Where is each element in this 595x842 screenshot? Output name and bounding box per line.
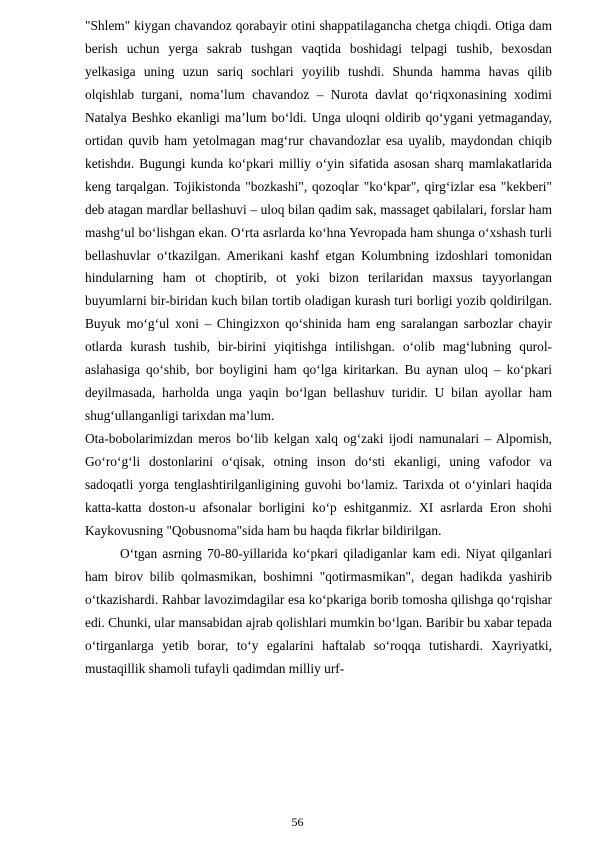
- page-body: [85, 15, 552, 681]
- paragraph-3: O‘tgan asrning 70-80-yillarida ko‘pkari qiladiganlar kam edi. Niyat qilganlari ham birov bilib qolmasmikan, boshimni "qotirmasmikan", degan hadikda yashirib o‘tkazishardi. Rahbar lavozimdagilar esa ko‘pkariga borib tomosha qilishga qo‘rqishar edi. Chunki, ular mansabidan ajrab qolishlari mumkin bo‘lgan. Baribir bu xabar tepada o‘tirganlarga yetib borar, to‘y egalarini haftalab so‘roqqa tutishardi. Xayriyatki, mustaqillik shamoli tufayli qadimdan milliy urf-: [85, 545, 552, 676]
- paragraph-1: "Shlem" kiygan chavandoz qorabayir otini shappatilagancha chetga chiqdi. Otiga dam berish uchun yerga sakrab tushgan vaqtida boshidagi telpagi tushib, bexosdan yelkasiga uning uzun sariq sochlari yoyilib tushdi. Shunda hamma havas qilib olqishlab turgani, noma’lum chavandoz – Nurota davlat qo‘riqxonasining xodimi Natalya Beshko ekanligi ma’lum bo‘ldi. Unga uloqni oldirib qo‘ygani yetmaganday, ortidan quvib ham yetolmagan mag‘rur chavandozlar esa uyalib, maydondan chiqib ketishdи. Bugungi kunda ko‘pkari milliy o‘yin sifatida asosan sharq mamlakatlarida keng tarqalgan. Tojikistonda "bozkashi", qozoqlar "ko‘kpar", qirg‘izlar esa "kekberi" deb atagan mardlar bellashuvi – uloq bilan qadim sak, massaget qabilalari, forslar ham mashg‘ul bo‘lishgan ekan. O‘rta asrlarda ko‘hna Yevropada ham shunga o‘xshash turli bellashuvlar o‘tkazilgan. Amerikani kashf etgan Kolumbning izdoshlari tomonidan hindularning ham ot choptirib, ot yoki bizon terilaridan maxsus tayyorlangan buyumlarni bir-biridan kuch bilan tortib oladigan kurash turi borligi yozib qoldirilgan. Buyuk mo‘g‘ul xoni – Chingizxon qo‘shinida ham eng saralangan sarbozlar chayir otlarda kurash tushib, bir-birini yiqitishga intilishgan. o‘olib mag‘lubning qurol-aslahasiga qo‘shib, bor boyligini ham qo‘lga kiritarkan. Bu aynan uloq – ko‘pkari deyilmasada, harholda unga yaqin bo‘lgan bellashuv turidir. U bilan ayollar ham shug‘ullanganligi tarixdan ma’lum.: [85, 18, 552, 424]
- page-number: 56: [291, 815, 304, 829]
- paragraph-2: Ota-bobolarimizdan meros bo‘lib kelgan xalq og‘zaki ijodi namunalari – Alpomish, Go‘ro‘g‘li dostonlarini o‘qisak, otning inson do‘sti ekanligi, uning vafodor va sadoqatli yorga tenglashtirilganligining guvohi bo‘lamiz. Tarixda ot o‘yinlari haqida katta-katta doston-u afsonalar borligini ko‘p eshitganmiz. XI asrlarda Eron shohi Kaykovusning "Qobusnoma"sida ham bu haqda fikrlar bildirilgan.: [85, 431, 552, 538]
